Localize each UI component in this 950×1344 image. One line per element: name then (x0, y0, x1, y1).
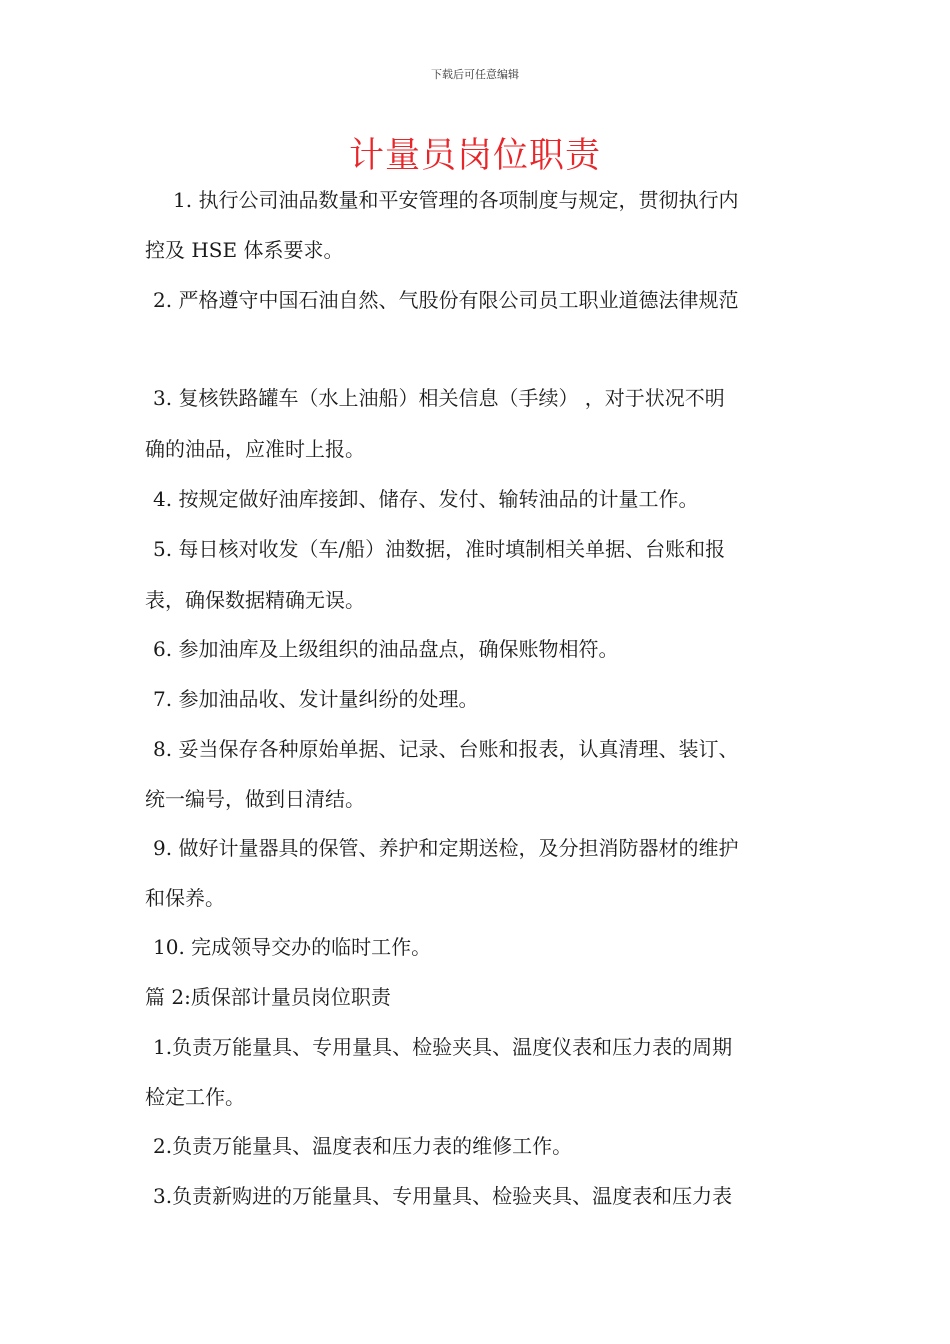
paragraph-line: 9. 做好计量器具的保管、养护和定期送检，及分担消防器材的维护 (153, 836, 739, 860)
paragraph-line: 确的油品，应准时上报。 (145, 437, 365, 461)
paragraph-line: 6. 参加油库及上级组织的油品盘点，确保账物相符。 (153, 637, 619, 661)
paragraph-line: 统一编号，做到日清结。 (145, 787, 365, 811)
paragraph-line: 检定工作。 (145, 1085, 245, 1109)
paragraph-line: 5. 每日核对收发（车/船）油数据，准时填制相关单据、台账和报 (153, 537, 726, 561)
paragraph-line: 表，确保数据精确无误。 (145, 588, 365, 612)
paragraph-line: 8. 妥当保存各种原始单据、记录、台账和报表，认真清理、装订、 (153, 737, 739, 761)
paragraph-line: 3. 复核铁路罐车（水上油船）相关信息（手续） ，对于状况不明 (153, 386, 725, 410)
paragraph-line: 2. 严格遵守中国石油自然、气股份有限公司员工职业道德法律规范 (153, 288, 739, 312)
paragraph-line: 1.负责万能量具、专用量具、检验夹具、温度仪表和压力表的周期 (153, 1035, 733, 1059)
document-title: 计量员岗位职责 (348, 136, 601, 176)
paragraph-line: 1. 执行公司油品数量和平安管理的各项制度与规定，贯彻执行内 (173, 188, 739, 212)
paragraph-line: 和保养。 (145, 886, 225, 910)
paragraph-line: 10. 完成领导交办的临时工作。 (153, 935, 432, 959)
section-heading: 篇 2:质保部计量员岗位职责 (145, 985, 391, 1009)
paragraph-line: 4. 按规定做好油库接卸、储存、发付、输转油品的计量工作。 (153, 487, 699, 511)
paragraph-line: 3.负责新购进的万能量具、专用量具、检验夹具、温度表和压力表 (153, 1184, 733, 1208)
paragraph-line: 7. 参加油品收、发计量纠纷的处理。 (153, 687, 479, 711)
header-note: 下载后可任意编辑 (431, 68, 519, 81)
paragraph-line: 控及 HSE 体系要求。 (145, 238, 344, 262)
paragraph-line: 2.负责万能量具、温度表和压力表的维修工作。 (153, 1134, 573, 1158)
